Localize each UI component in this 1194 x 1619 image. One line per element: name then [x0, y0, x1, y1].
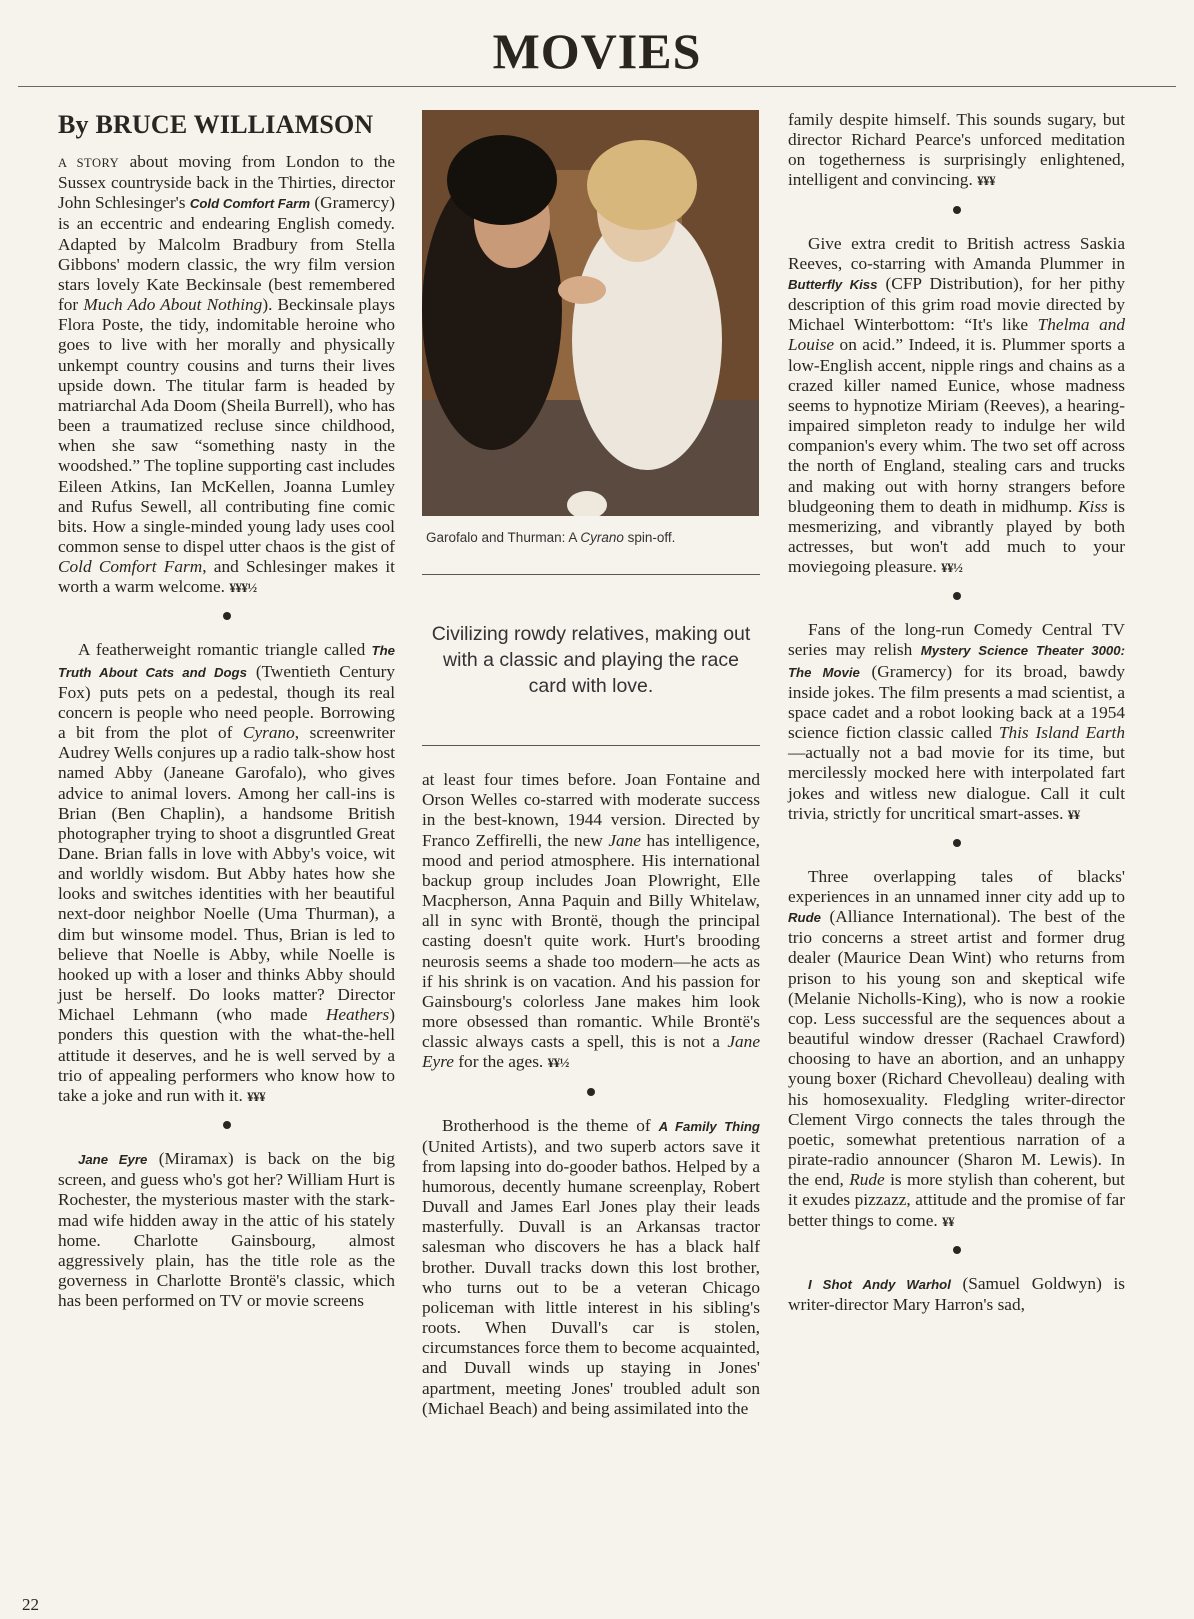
rating: ¥¥ — [1067, 806, 1080, 822]
pullquote-rule-bottom — [422, 745, 760, 746]
separator-dot — [953, 206, 961, 214]
rating: ¥¥ — [942, 1213, 955, 1229]
text-run: ). Beckinsale plays Flora Poste, the tidy, indomitable heroine who goes to live with her morally and physically unkempt country cousins and turns their lives upside down. The titular farm is headed by matriarchal Ada Doom (Sheila Burrell), who has been a traumatized recluse since childhood, when she saw “something nasty in the woodshed.” The topline supporting cast includes Eileen Atkins, Ian McKellen, Joanna Lumley and Rufus Sewell, all contributing fine comic bits. How a single-minded young lady uses cool common sense to dispel utter chaos is the gist of — [58, 295, 395, 556]
text-run: (Gramercy) is an eccentric and endearing English comedy. Adapted by Malcolm Bradbury from Stella Gibbons' modern classic, the wry film version stars lovely Kate Beckinsale (best remembered for — [58, 193, 395, 315]
film-title: Rude — [788, 910, 821, 926]
review-truth-about-cats-and-dogs — [58, 640, 395, 1107]
text-run: about moving from London to the Sussex countryside back in the Thirties, director John Schlesinger's — [58, 152, 396, 213]
separator-dot — [953, 839, 961, 847]
review-butterfly-kiss — [788, 234, 1125, 579]
text-run: family despite himself. This sounds sugary, but director Richard Pearce's unforced meditation on togetherness is surprisingly enlightened, intelligent and convincing. — [788, 110, 1125, 190]
italic-title: Cyrano — [242, 723, 295, 743]
italic-title: Thelma and Louise — [788, 315, 1125, 355]
italic-title: Kiss — [1078, 496, 1108, 516]
review-a-family-thing — [422, 1116, 760, 1419]
text-run: (Samuel Goldwyn) is writer-director Mary Harron's sad, — [788, 1273, 1125, 1314]
text-run: (Alliance International). The best of the trio concerns a street artist and former drug dealer (Maurice Dean Wint) who returns from prison to his young son and skeptical wife (Melanie Nicholls-King), who is now a rookie cop. Less successful are the sequences about a beautiful window dresser (Rachael Crawford) choosing to have an abortion, and an unhappy young boxer (Richard Chevolleau) dealing with his homosexuality. Fledgling writer-director Clement Virgo connects the tales through the poetic, somewhat pretentious narration of a pirate-radio announcer (Sharon M. Lewis). In the end, — [788, 907, 1125, 1190]
film-still-photo — [422, 110, 759, 516]
film-title: A Family Thing — [658, 1118, 760, 1134]
column-1 — [58, 110, 395, 1311]
text-run: (Miramax) is back on the big screen, and guess who's got her? William Hurt is Rochester, the mysterious master with the stark-mad wife hidden away in the attic of his stately home. Charlotte Gainsbourg, almost aggressively plain, has the title role as the governess in Charlotte Brontë's classic, which has been performed on TV or movie screens — [58, 1149, 395, 1311]
text-run: Give extra credit to British actress Saskia Reeves, co-starring with Amanda Plummer in — [788, 233, 1125, 273]
text-run: Brotherhood is the theme of — [442, 1115, 659, 1135]
text-run: Fans of the long-run Comedy Central TV series may relish — [788, 620, 1125, 660]
review-jane-eyre-continued — [422, 770, 760, 1073]
lead-in: A STORY — [58, 156, 120, 170]
film-title: Mystery Science Theater 3000: The Movie — [788, 643, 1125, 680]
separator-dot — [953, 1246, 961, 1254]
column-2-body — [422, 770, 760, 1419]
review-i-shot-andy-warhol — [788, 1274, 1125, 1315]
separator-dot — [587, 1088, 595, 1096]
pullquote: Civilizing rowdy relatives, making out with a classic and playing the race card with love. — [431, 623, 751, 698]
film-title: The Truth About Cats and Dogs — [58, 643, 395, 680]
column-2 — [422, 110, 760, 1419]
italic-title: Much Ado About Nothing — [83, 295, 263, 315]
column-3 — [788, 110, 1125, 1315]
text-run: ) ponders this question with the what-the-hell attitude it deserves, and he is well served by a trio of appealing performers who know how to take a joke and run with it. — [58, 1005, 395, 1105]
photo-caption — [426, 528, 760, 548]
text-run: (Gramercy) for its broad, bawdy inside jokes. The film presents a mad scientist, a space cadet and a robot looking back at a 1954 science fiction classic called — [788, 661, 1125, 743]
text-run: is mesmerizing, and vibrantly played by both actresses, but won't add much to your moviegoing pleasure. — [788, 496, 1126, 577]
text-run: A featherweight romantic triangle called — [78, 640, 372, 660]
text-run: has intelligence, mood and period atmosphere. His international backup group includes Joan Plowright, Elle Macpherson, Anna Paquin and Billy Whitelaw, all in sync with Brontë, though the principal casting doesn't quite work. Hurt's brooding neurosis seems a shade too modern—he acts as if his shrink is on vacation. And his passion for Gainsbourg's colorless Jane makes him look more obsessed than romantic. While Brontë's classic always casts a spell, this is not a — [422, 830, 760, 1052]
caption-text: spin-off. — [623, 530, 676, 545]
photo-illustration — [422, 110, 759, 516]
caption-italic: Cyrano — [580, 530, 624, 545]
text-run: is more stylish than coherent, but it exudes pizzazz, attitude and the promise of far better things to come. — [788, 1170, 1125, 1230]
caption-text: Garofalo and Thurman: A — [426, 530, 581, 545]
review-a-family-thing-continued — [788, 110, 1125, 192]
italic-title: Rude — [849, 1170, 885, 1190]
text-run: at least four times before. Joan Fontaine and Orson Welles co-starred with moderate success in the best-known, 1944 version. Directed by Franco Zeffirelli, the new — [422, 770, 760, 850]
italic-title: This Island Earth — [998, 723, 1125, 743]
italic-title: Jane Eyre — [422, 1032, 760, 1072]
byline: By BRUCE WILLIAMSON — [58, 110, 374, 139]
text-run: Three overlapping tales of blacks' experiences in an unnamed inner city add up to — [788, 866, 1125, 906]
review-jane-eyre — [58, 1149, 395, 1311]
separator-dot — [953, 592, 961, 600]
film-title: Butterfly Kiss — [788, 276, 878, 292]
film-title: I Shot Andy Warhol — [808, 1276, 951, 1292]
section-title: MOVIES — [492, 23, 702, 79]
separator-dot — [223, 1121, 231, 1129]
text-run: for the ages. — [453, 1052, 548, 1072]
rating: ¥¥¥ — [977, 173, 996, 189]
text-run: (CFP Distribution), for her pithy description of this grim road movie directed by Michael Winterbottom: “It's like — [788, 273, 1125, 335]
text-run: , screenwriter Audrey Wells conjures up a radio talk-show host named Abby (Janeane Garofalo), who gives advice to animal lovers. Among her call-ins is Brian (Ben Chaplin), a handsome British photographer trying to shoot a disgruntled Great Dane. Brian falls in love with Abby's voice, wit and worldly wisdom. But Abby hates how she looks and switches identities with her beautiful next-door neighbor Noelle (Uma Thurman), a dim but winsome model. Thus, Brian is led to believe that Noelle is Abby, while Noelle is hooked up with a loser and thinks Abby should just be herself. Do looks matter? Director Michael Lehmann (who made — [58, 723, 395, 1025]
review-mystery-science-theater — [788, 620, 1125, 825]
rating: ¥¥½ — [941, 560, 963, 576]
text-run: (Twentieth Century Fox) puts pets on a pedestal, though its real concern is people who need people. Borrowing a bit from the plot of — [58, 661, 395, 743]
italic-title: Jane — [608, 830, 641, 850]
film-title: Jane Eyre — [78, 1152, 148, 1168]
italic-title: Cold Comfort Farm — [58, 557, 203, 577]
separator-dot — [223, 612, 231, 620]
page-number: 22 — [22, 1595, 39, 1614]
header-rule — [18, 86, 1176, 87]
rating: ¥¥¥ — [247, 1088, 266, 1104]
italic-title: Heathers — [325, 1005, 390, 1025]
pullquote-rule-top — [422, 574, 760, 575]
rating: ¥¥¥½ — [229, 580, 257, 596]
text-run: on acid.” Indeed, it is. Plummer sports a low-English accent, nipple rings and chains as a crazed killer named Eunice, whose madness seems to hypnotize Miriam (Reeves), a hearing-impaired simpleton ready to indulge her wild companion's every whim. The two set off across the north of England, stealing cars and trucks and making out with horny strangers before bludgeoning them to death in midhump. — [788, 335, 1125, 516]
film-title: Cold Comfort Farm — [189, 196, 311, 212]
text-run: (United Artists), and two superb actors save it from lapsing into do-gooder bathos. Helped by a humorous, decently humane screenplay, Robert Duvall and James Earl Jones play their leads masterfully. Duvall is an Arkansas tractor salesman who discovers he has a black half brother. Duvall tracks down this lost brother, who turns out to be a veteran Chicago policeman with little interest in his sibling's roots. When Duvall's car is stolen, circumstances force them to become acquainted, and Duvall winds up staying in Jones' apartment, meeting Jones' troubled adult son (Michael Beach) and being assimilated into the — [422, 1136, 760, 1418]
text-run: —actually not a bad movie for its time, but mercilessly mocked here with interpolated fart jokes and witless new dialogue. Call it cult trivia, strictly for uncritical smart-asses. — [788, 743, 1125, 823]
rating: ¥¥½ — [547, 1055, 569, 1071]
text-run: , and Schlesinger makes it worth a warm welcome. — [58, 557, 395, 597]
review-rude — [788, 867, 1125, 1232]
review-cold-comfort-farm — [58, 152, 395, 598]
